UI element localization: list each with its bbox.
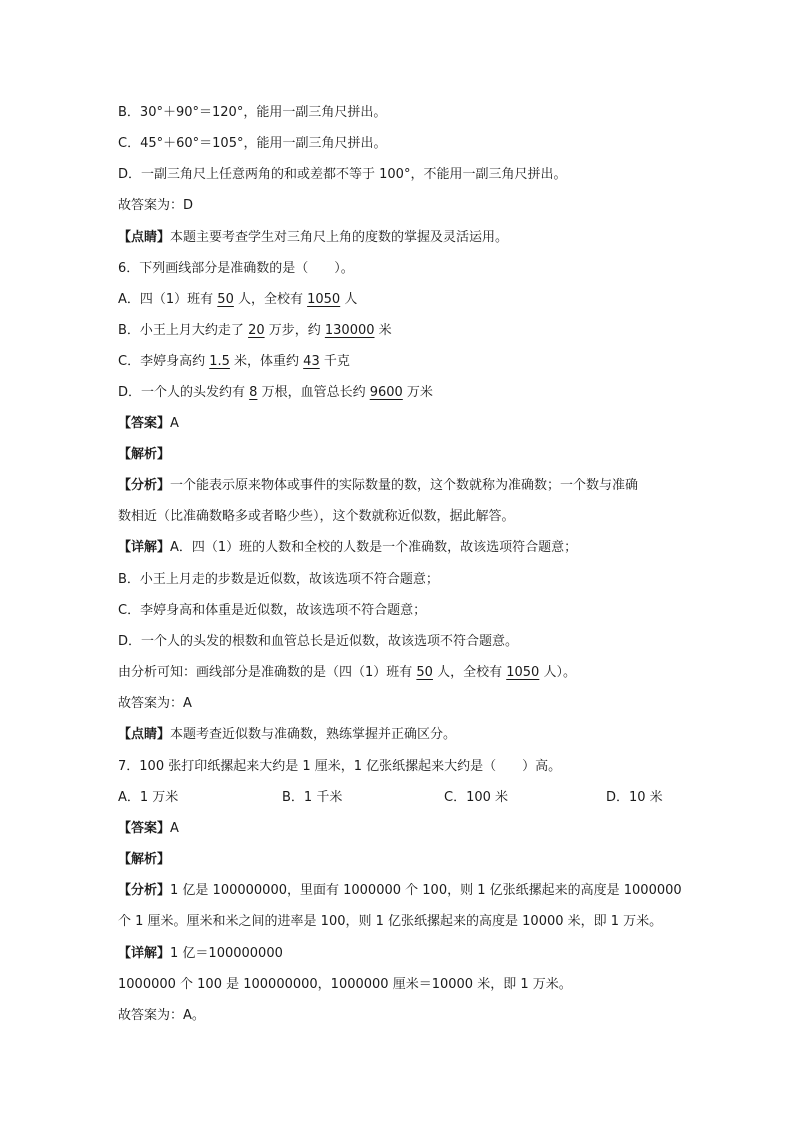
q6-detail-c: C．李婷身高和体重是近似数，故该选项不符合题意；: [118, 603, 427, 618]
prev-final-answer: 故答案为：D: [118, 198, 194, 213]
tip-text: 本题主要考查学生对三角尺上角的度数的掌握及灵活运用。: [170, 230, 509, 245]
q6-detail-a: 【详解】A．四（1）班的人数和全校的人数是一个准确数，故该选项符合题意；: [118, 540, 578, 555]
underlined-number: 50: [217, 292, 234, 307]
q6-option-c: C．李婷身高约 1.5 米，体重约 43 千克: [118, 354, 350, 369]
prev-option-b: B．30°＋90°＝120°，能用一副三角尺拼出。: [118, 105, 387, 120]
underlined-number: 1.5: [209, 354, 230, 369]
q6-fenxi-2: 数相近（比准确数略多或者略少些），这个数就称近似数，据此解答。: [118, 509, 515, 524]
detail-label: 【详解】: [118, 946, 171, 961]
underlined-number: 1050: [307, 292, 341, 307]
underlined-number: 8: [249, 385, 258, 400]
underlined-number: 9600: [369, 385, 403, 400]
prev-option-c: C．45°＋60°＝105°，能用一副三角尺拼出。: [118, 136, 387, 151]
q6-fenxi-1: 【分析】一个能表示原来物体或事件的实际数量的数，这个数就称为准确数；一个数与准确: [118, 478, 639, 493]
prev-tip: [118, 228, 688, 248]
q6-option-a: A．四（1）班有 50 人，全校有 1050 人: [118, 292, 358, 307]
underlined-number: 43: [303, 354, 320, 369]
tip-label: 【点睛】: [118, 230, 171, 245]
q7-stem: 7．100 张打印纸摞起来大约是 1 厘米，1 亿张纸摞起来大约是（ ）高。: [118, 759, 562, 774]
underlined-number: 130000: [324, 323, 375, 338]
q6-final-answer: 故答案为：A: [118, 696, 192, 711]
q7-option-b: B．1 千米: [282, 790, 343, 805]
q7-detail-1: 【详解】1 亿＝100000000: [118, 946, 283, 961]
q7-detail-2: 1000000 个 100 是 100000000，1000000 厘米＝10000 米，即 1 万米。: [118, 977, 572, 992]
q7-option-a: A．1 万米: [118, 790, 179, 805]
q7-answer: [118, 819, 688, 839]
q6-option-d: D．一个人的头发约有 8 万根，血管总长约 9600 万米: [118, 385, 433, 400]
underlined-number: 20: [248, 323, 265, 338]
answer-label: 【答案】: [118, 821, 171, 836]
underlined-number: 50: [416, 665, 433, 680]
q6-analysis-label: 【解析】: [118, 447, 171, 462]
fenxi-label: 【分析】: [118, 478, 171, 493]
q7-fenxi-1: 【分析】1 亿是 100000000，里面有 1000000 个 100，则 1 亿张纸摞起来的高度是 1000000: [118, 883, 682, 898]
q7-option-c: C．100 米: [444, 790, 509, 805]
q6-detail-d: D．一个人的头发的根数和血管总长是近似数，故该选项不符合题意。: [118, 634, 519, 649]
q6-stem: 6．下列画线部分是准确数的是（ ）。: [118, 261, 354, 276]
q7-analysis-label: 【解析】: [118, 852, 171, 867]
q6-detail-b: B．小王上月走的步数是近似数，故该选项不符合题意；: [118, 572, 439, 587]
underlined-number: 1050: [506, 665, 540, 680]
fenxi-label: 【分析】: [118, 883, 171, 898]
q7-fenxi-2: 个 1 厘米。厘米和米之间的进率是 100，则 1 亿张纸摞起来的高度是 10000 米，即 1 万米。: [118, 914, 663, 929]
answer-value: A: [170, 416, 179, 431]
q6-answer: [118, 414, 688, 434]
tip-label: 【点睛】: [118, 727, 171, 742]
q7-option-d: D．10 米: [606, 790, 663, 805]
prev-option-d: D．一副三角尺上任意两角的和或差都不等于 100°，不能用一副三角尺拼出。: [118, 167, 567, 182]
answer-value: A: [170, 821, 179, 836]
q6-option-b: B．小王上月大约走了 20 万步，约 130000 米: [118, 323, 392, 338]
answer-label: 【答案】: [118, 416, 171, 431]
q6-tip: [118, 725, 688, 745]
q6-conclusion: 由分析可知：画线部分是准确数的是（四（1）班有 50 人，全校有 1050 人）。: [118, 665, 576, 680]
tip-text: 本题考查近似数与准确数，熟练掌握并正确区分。: [170, 727, 457, 742]
q7-final-answer: 故答案为：A。: [118, 1008, 205, 1023]
detail-label: 【详解】: [118, 540, 171, 555]
